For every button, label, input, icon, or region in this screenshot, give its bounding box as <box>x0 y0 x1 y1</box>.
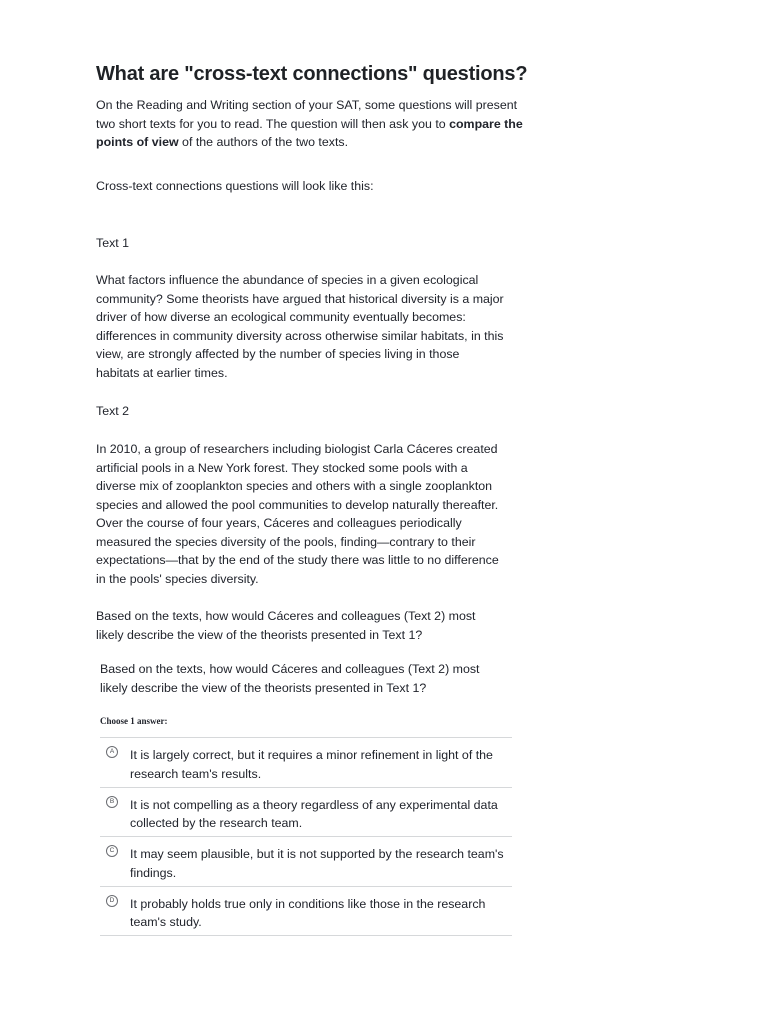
answer-choices <box>100 737 512 936</box>
choice-d-radio[interactable]: D <box>106 895 118 907</box>
choice-d-text: It probably holds true only in conditions like those in the research team's study. <box>130 896 486 929</box>
answer-choice-b[interactable] <box>100 788 512 838</box>
answer-choice-a[interactable] <box>100 738 512 788</box>
page-title: What are "cross-text connections" questions? <box>96 63 528 85</box>
text2-passage: In 2010, a group of researchers including biologist Carla Cáceres created artificial pools in a New York forest. They stocked some pools with a diverse mix of zooplankton species and others with a single zooplankton species and allowed the pool communities to develop naturally thereafter. Over the course of four years, Cáceres and colleagues periodically measured the species diversity of the pools, finding—contrary to their expectations—that by the end of the study there was little to no difference in the pools' species diversity. <box>96 442 499 586</box>
text1-passage: What factors influence the abundance of species in a given ecological community? Some theorists have argued that historical diversity is a major driver of how diverse an ecological community eventually becomes: differences in community diversity across otherwise similar habitats, in this view, are strongly affected by the number of species living in those habitats at earlier times. <box>96 273 504 380</box>
text1-label: Text 1 <box>96 236 130 250</box>
choice-a-radio[interactable]: A <box>106 746 118 758</box>
text2-label: Text 2 <box>96 404 130 418</box>
choice-a-text: It is largely correct, but it requires a minor refinement in light of the research team's results. <box>130 748 493 781</box>
intro-text-end: of the authors of the two texts. <box>178 135 349 149</box>
question-prompt: Based on the texts, how would Cáceres and colleagues (Text 2) most likely describe the view of the theorists presented in Text 1? <box>100 662 480 695</box>
intro-paragraph <box>96 96 536 152</box>
lead-sentence: Cross-text connections questions will look like this: <box>96 179 374 193</box>
choice-b-radio[interactable]: B <box>106 796 118 808</box>
intro-text-start: On the Reading and Writing section of your SAT, some questions will present two short texts for you to read. The question will then ask you to <box>96 98 518 131</box>
choose-answer-label: Choose 1 answer: <box>100 716 168 726</box>
choice-c-text: It may seem plausible, but it is not supported by the research team's findings. <box>130 847 504 880</box>
choice-c-radio[interactable]: C <box>106 845 118 857</box>
question-text: Based on the texts, how would Cáceres and colleagues (Text 2) most likely describe the view of the theorists presented in Text 1? <box>96 609 476 642</box>
answer-choice-c[interactable] <box>100 837 512 887</box>
answer-choice-d[interactable] <box>100 887 512 937</box>
intro-emphasis: compare the points of view <box>96 116 523 149</box>
choice-b-text: It is not compelling as a theory regardless of any experimental data collected by the research team. <box>130 797 498 830</box>
